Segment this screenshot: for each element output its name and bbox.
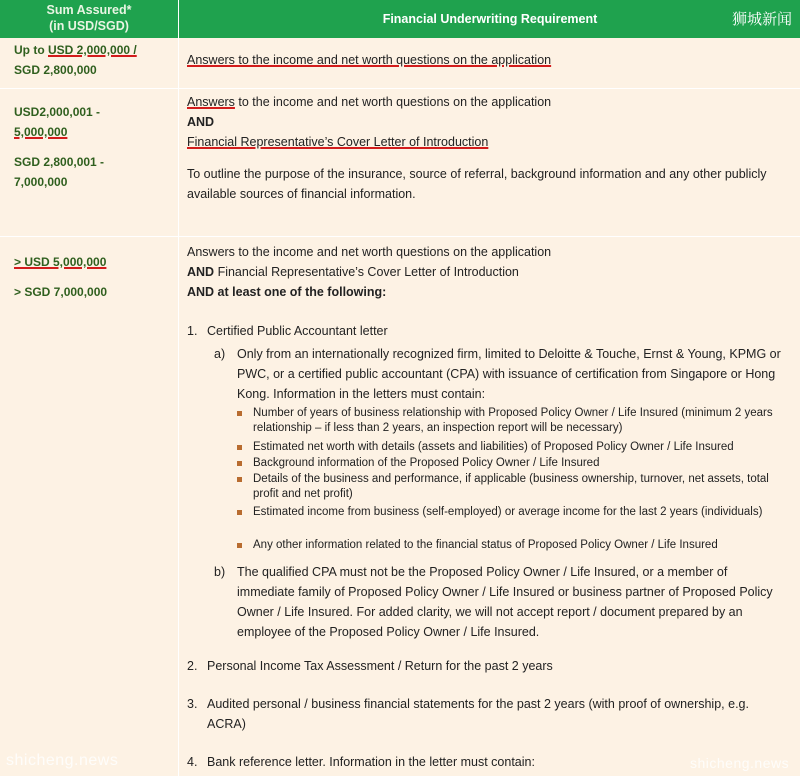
- row2-sum-assured-sgd: [14, 152, 104, 192]
- header-requirement: Financial Underwriting Requirement: [382, 12, 598, 26]
- bullet-item: [237, 456, 780, 471]
- row3-intro-line1: Answers to the income and net worth questions on the application: [187, 245, 552, 259]
- row2-sa-line3: SGD 2,800,001 -: [14, 155, 105, 169]
- list-item-number: 4.: [187, 755, 198, 769]
- row2-req-answers: Answers: [187, 95, 235, 109]
- row2-req-rest: to the income and net worth questions on the application: [234, 95, 552, 109]
- watermark-bottom-left: shicheng.news: [6, 752, 119, 769]
- row3-intro: [187, 242, 792, 302]
- bullet-square-icon: [237, 411, 242, 416]
- bullet-item: [237, 406, 780, 436]
- row3-sa-usd: > USD 5,000,000: [14, 255, 107, 269]
- bullet-square-icon: [237, 445, 242, 450]
- row1-sa-prefix: Up to: [14, 43, 48, 57]
- row2-req-cover-letter: Financial Representative’s Cover Letter of Introduction: [187, 135, 489, 149]
- list-item: [187, 752, 535, 772]
- column-divider: [178, 0, 179, 776]
- list-item-text: Personal Income Tax Assessment / Return for the past 2 years: [207, 659, 553, 673]
- row2-purpose: To outline the purpose of the insurance, source of referral, background information and any other publicly available sources of financial information.: [187, 167, 767, 201]
- watermark-bottom-right: shicheng.news: [690, 755, 790, 771]
- bullet-square-icon: [237, 543, 242, 548]
- row3-intro-line3: AND at least one of the following:: [187, 285, 387, 299]
- bullet-text: Any other information related to the financial status of Proposed Policy Owner / Life Insured: [253, 539, 718, 551]
- bullet-text: Background information of the Proposed Policy Owner / Life Insured: [253, 457, 600, 469]
- list-item-number: 3.: [187, 697, 198, 711]
- row2-requirement: [187, 92, 792, 152]
- bullet-square-icon: [237, 510, 242, 515]
- watermark-top-right: 狮城新闻: [731, 11, 792, 28]
- sub-item-label: b): [214, 565, 226, 579]
- row-divider-1: [0, 88, 800, 89]
- row2-sum-assured-usd: [14, 102, 100, 142]
- sub-item-text: The qualified CPA must not be the Proposed Policy Owner / Life Insured, or a member of immediate family of Proposed Policy Owner / Life Insured or business partner of Proposed Policy Owner / Life Insured. For added clarity, we will not accept report / document prepared by an employee of the Proposed Policy Owner / Life Insured.: [237, 565, 773, 639]
- list-item-text: Bank reference letter. Information in the letter must contain:: [207, 755, 535, 769]
- row1-sa-sgd: SGD 2,800,000: [14, 63, 97, 77]
- sub-item-label: a): [214, 347, 226, 361]
- row2-sa-line1: USD2,000,001 -: [14, 105, 101, 119]
- sub-item-b: [214, 562, 788, 642]
- table-header: [0, 0, 800, 38]
- list-item-text: Audited personal / business financial statements for the past 2 years (with proof of ownership, e.g. ACRA): [207, 697, 749, 731]
- header-sum-assured: [0, 0, 178, 40]
- list-item: [187, 694, 786, 734]
- bullet-item: [237, 472, 780, 502]
- sub-item-text: Only from an internationally recognized firm, limited to Deloitte & Touche, Ernst & Young, KPMG or PWC, or a certified public accountant (CPA) with issuance of certification from Singapore or Hong Kong. Information in the letters must contain:: [237, 347, 781, 401]
- list-item-number: 1.: [187, 324, 198, 338]
- sub-item-a: [214, 344, 788, 404]
- row3-intro-letter: Financial Representative’s Cover Letter of Introduction: [214, 265, 519, 279]
- bullet-text: Estimated net worth with details (assets and liabilities) of Proposed Policy Owner / Life Insured: [253, 441, 734, 453]
- row3-sum-assured: [14, 252, 107, 302]
- list-item-text: Certified Public Accountant letter: [207, 324, 388, 338]
- row3-sa-sgd: > SGD 7,000,000: [14, 285, 108, 299]
- bullet-text: Estimated income from business (self-employed) or average income for the last 2 years (individuals): [253, 506, 763, 518]
- row2-sa-line2: 5,000,000: [14, 125, 68, 139]
- list-item: [187, 656, 553, 676]
- row1-sa-usd: USD 2,000,000 /: [48, 43, 137, 57]
- header-sum-assured-line2: (in USD/SGD): [49, 19, 129, 33]
- row1-sum-assured: [14, 40, 137, 80]
- list-item: [187, 321, 388, 341]
- bullet-item: [237, 538, 780, 553]
- header-sum-assured-line1: Sum Assured*: [46, 3, 132, 17]
- bullet-square-icon: [237, 461, 242, 466]
- bullet-text: Number of years of business relationship with Proposed Policy Owner / Life Insured (minimum 2 years relationship – if less than 2 years, an inspection report will be necessary): [253, 407, 773, 434]
- row2-req-and: AND: [187, 115, 215, 129]
- bullet-item: [237, 440, 780, 455]
- bullet-item: [237, 505, 780, 520]
- row-divider-2: [0, 236, 800, 237]
- row3-intro-and: AND: [187, 265, 215, 279]
- bullet-square-icon: [237, 477, 242, 482]
- row2-sa-line4: 7,000,000: [14, 175, 68, 189]
- list-item-number: 2.: [187, 659, 198, 673]
- row1-req-text: Answers to the income and net worth questions on the application: [187, 53, 552, 67]
- row1-requirement: [187, 50, 792, 70]
- bullet-text: Details of the business and performance, if applicable (business ownership, turnover, net assets, total profit and net profit): [253, 473, 769, 500]
